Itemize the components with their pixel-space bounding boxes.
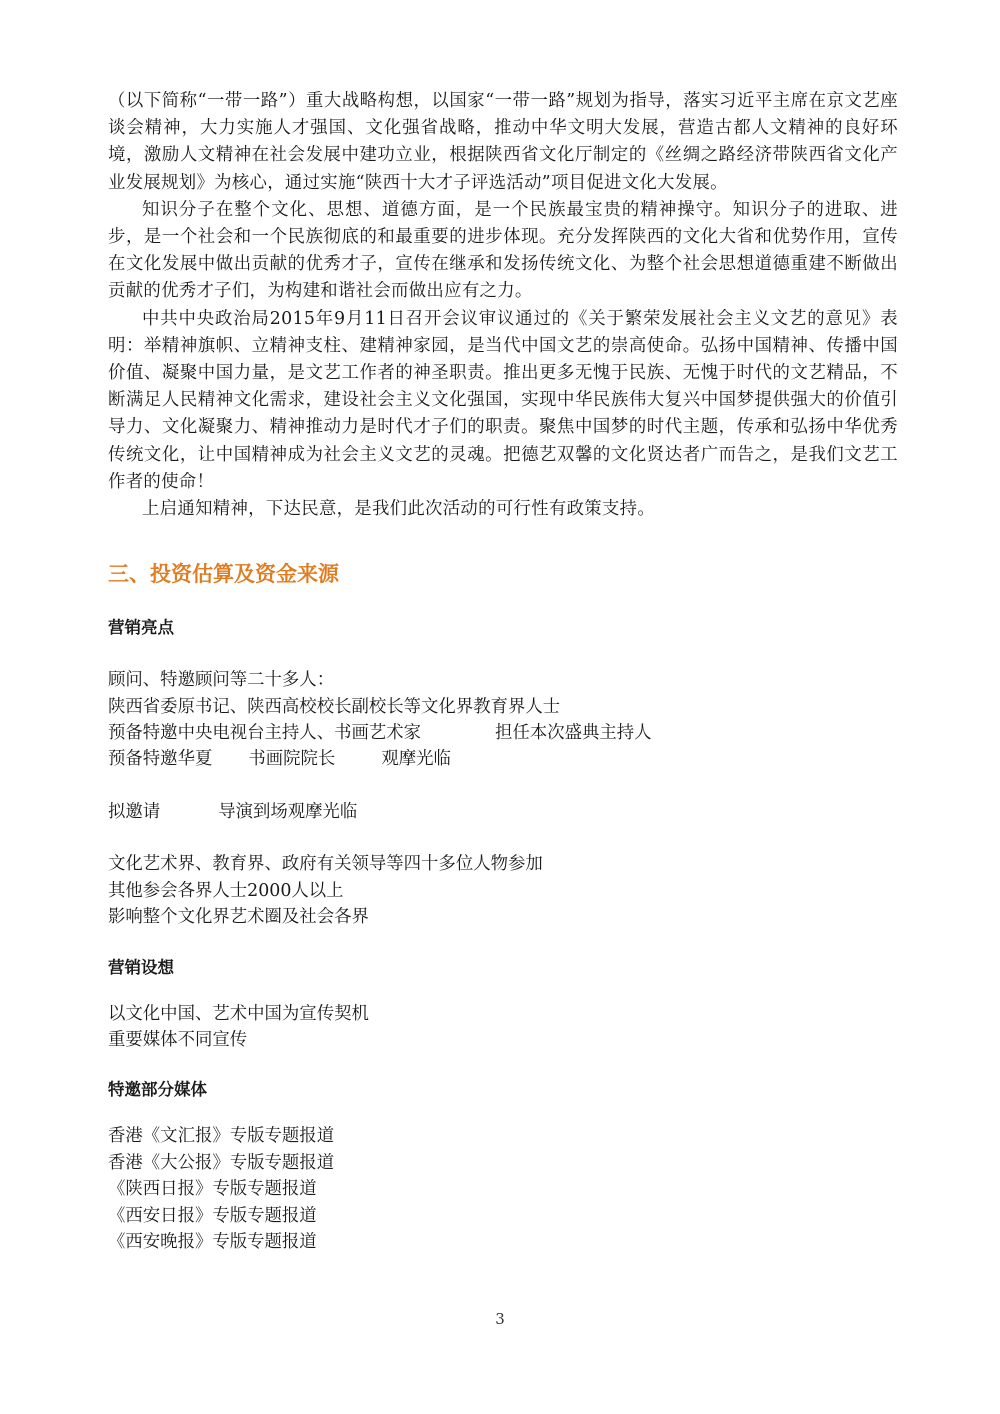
redaction-mark: [421, 725, 495, 743]
list-item: 影响整个文化界艺术圈及社会各界: [108, 907, 369, 928]
list-item: 香港《大公报》专版专题报道: [108, 1152, 335, 1173]
director-text-b: 导演到场观摩光临: [218, 801, 358, 822]
section-heading: 三、投资估算及资金来源: [108, 562, 339, 587]
page-number: 3: [495, 1310, 505, 1328]
academy-text-c: 观摩光临: [381, 749, 451, 770]
list-item-academy: [108, 746, 898, 772]
body-paragraph-1: （以下简称“一带一路”）重大战略构想，以国家“一带一路”规划为指导，落实习近平主席在京文艺座谈会精神，大力实施人才强国、文化强省战略，推动中华文明大发展，营造古都人文精神的良好环境，激励人文精神在社会发展中建功立业，根据陕西省文化厅制定的《丝绸之路经济带陕西省文化产业发展规划》为核心，通过实施“陕西十大才子评选活动”项目促进文化大发展。: [108, 91, 898, 193]
body-paragraph-4: 上启通知精神，下达民意，是我们此次活动的可行性有政策支持。: [142, 499, 656, 520]
list-item: 顾问、特邀顾问等二十多人：: [108, 670, 335, 691]
list-item: 香港《文汇报》专版专题报道: [108, 1126, 335, 1147]
list-item-host: [108, 720, 898, 746]
subheading-media: 特邀部分媒体: [108, 1080, 207, 1100]
host-text-a: 预备特邀中央电视台主持人、书画艺术家: [108, 723, 422, 744]
redaction-mark: [212, 751, 248, 769]
subheading-ideas: 营销设想: [108, 957, 174, 977]
highlights-list: [108, 667, 898, 930]
body-paragraph-2: 知识分子在整个文化、思想、道德方面，是一个民族最宝贵的精神操守。知识分子的进取、进步，是一个社会和一个民族彻底的和最重要的进步体现。充分发挥陕西的文化大省和优势作用，宣传在文化发展中做出贡献的优秀才子，宣传在继承和发扬传统文化、为整个社会思想道德重建不断做出贡献的优秀才子们，为构建和谐社会而做出应有之力。: [108, 199, 898, 302]
academy-text-a: 预备特邀华夏: [108, 749, 213, 770]
ideas-list: [108, 1001, 898, 1054]
list-item-director: [108, 799, 898, 825]
body-paragraph-3: 中共中央政治局2015年9月11日召开会议审议通过的《关于繁荣发展社会主义文艺的意见》表明：举精神旗帜、立精神支柱、建精神家园，是当代中国文艺的崇高使命。弘扬中国精神、传播中国价值、凝聚中国力量，是文艺工作者的神圣职责。推出更多无愧于民族、无愧于时代的文艺精品，不断满足人民精神文化需求，建设社会主义文化强国，实现中华民族伟大复兴中国梦提供强大的价值引导力、文化凝聚力、精神推动力是时代才子们的职责。聚焦中国梦的时代主题，传承和弘扬中华优秀传统文化，让中国精神成为社会主义文艺的灵魂。把德艺双馨的文化贤达者广而告之，是我们文艺工作者的使命！: [108, 308, 898, 492]
list-item: 《西安晚报》专版专题报道: [108, 1231, 317, 1252]
list-item: 以文化中国、艺术中国为宣传契机: [108, 1003, 369, 1024]
document-page: [108, 88, 898, 1255]
academy-text-b: 书画院院长: [248, 749, 336, 770]
redaction-mark: [160, 803, 218, 821]
media-list: [108, 1123, 898, 1255]
director-text-a: 拟邀请: [108, 801, 161, 822]
list-item: 《陕西日报》专版专题报道: [108, 1179, 317, 1200]
list-item: 其他参会各界人士2000人以上: [108, 880, 344, 901]
list-item: 《西安日报》专版专题报道: [108, 1205, 317, 1226]
list-item: 文化艺术界、教育界、政府有关领导等四十多位人物参加: [108, 854, 543, 875]
redaction-mark: [335, 751, 381, 769]
list-item: 重要媒体不同宣传: [108, 1029, 248, 1050]
list-item: 陕西省委原书记、陕西高校校长副校长等文化界教育界人士: [108, 696, 561, 717]
host-text-b: 担任本次盛典主持人: [495, 723, 652, 744]
subheading-highlights: 营销亮点: [108, 618, 174, 638]
